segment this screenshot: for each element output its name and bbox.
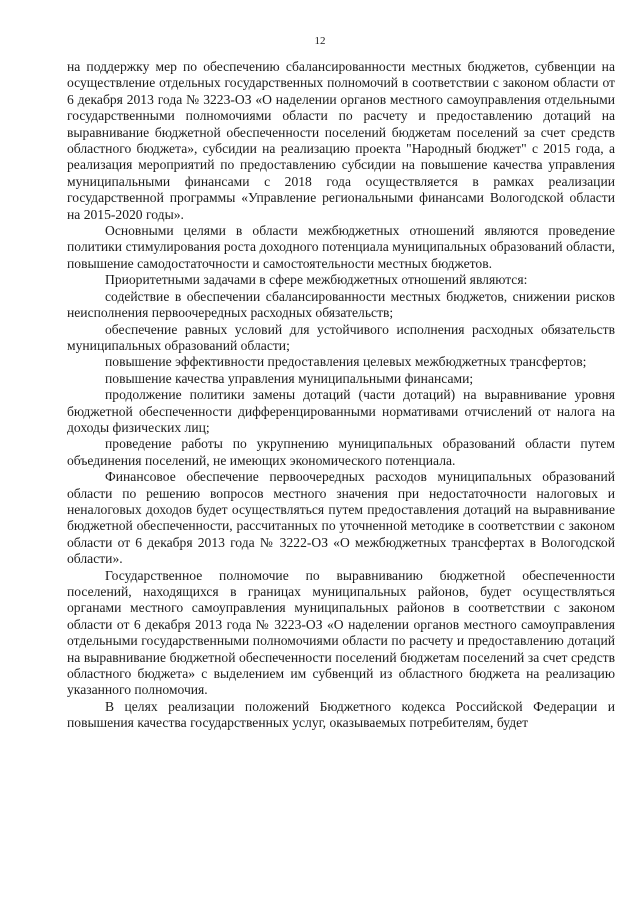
- paragraph-3: Приоритетными задачами в сфере межбюджетных отношений являются:: [105, 272, 528, 288]
- paragraph-9: проведение работы по укрупнению муниципальных образований области путем объединения поселений, не имеющих экономического потенциала.: [67, 436, 615, 468]
- paragraph-12: В целях реализации положений Бюджетного кодекса Российской Федерации и повышения качества государственных услуг, оказываемых потребителям, будет: [67, 698, 615, 731]
- page-number: 12: [314, 35, 326, 47]
- document-body: [67, 59, 615, 732]
- paragraph-8: продолжение политики замены дотаций (части дотаций) на выравнивание уровня бюджетной обеспеченности дифференцированными нормативами отчислений от налога на доходы физических лиц;: [67, 387, 615, 435]
- paragraph-7: повышение качества управления муниципальными финансами;: [105, 370, 474, 386]
- paragraph-11: Государственное полномочие по выравниванию бюджетной обеспеченности поселений, находящихся в границах муниципальных районов, будет осуществляться органами местного самоуправления муниципальных районов в соответствии с законом области от 6 декабря 2013 года № 3223-ОЗ «О наделении органов местного самоуправления отдельными государственными полномочиями области по расчету и предоставлению дотаций на выравнивание бюджетной обеспеченности поселений бюджетам поселений за счет средств областного бюджета» с выделением им субвенций из областного бюджета на реализацию указанного полномочия.: [67, 567, 615, 698]
- paragraph-1: на поддержку мер по обеспечению сбалансированности местных бюджетов, субвенции на осуществление отдельных государственных полномочий в соответствии с законом области от 6 декабря 2013 года № 3223-ОЗ «О наделении органов местного самоуправления отдельными государственными полномочиями области по расчету и предоставлению дотаций на выравнивание бюджетной обеспеченности поселений бюджетам поселений за счет средств областного бюджета», субсидии на реализацию проекта "Народный бюджет" с 2015 года, а реализация мероприятий по предоставлению субсидии на повышение качества управления муниципальными финансами с 2018 года осуществляется в рамках реализации государственной программы «Управление региональными финансами Вологодской области на 2015-2020 годы».: [67, 59, 615, 222]
- paragraph-6: повышение эффективности предоставления целевых межбюджетных трансфертов;: [105, 354, 587, 370]
- paragraph-4: содействие в обеспечении сбалансированности местных бюджетов, снижении рисков неисполнения первоочередных расходных обязательств;: [67, 288, 615, 321]
- paragraph-2: Основными целями в области межбюджетных отношений являются проведение политики стимулирования роста доходного потенциала муниципальных образований области, повышение самодостаточности и самостоятельности местных бюджетов.: [67, 223, 615, 271]
- paragraph-10: Финансовое обеспечение первоочередных расходов муниципальных образований области по решению вопросов местного значения при недостаточности налоговых и неналоговых доходов будет осуществляться путем предоставления дотаций на выравнивание бюджетной обеспеченности, рассчитанных по уточненной методике в соответствии с законом области от 6 декабря 2013 года № 3222-ОЗ «О межбюджетных трансфертах в Вологодской области».: [67, 469, 615, 567]
- paragraph-5: обеспечение равных условий для устойчивого исполнения расходных обязательств муниципальных образований области;: [67, 321, 615, 353]
